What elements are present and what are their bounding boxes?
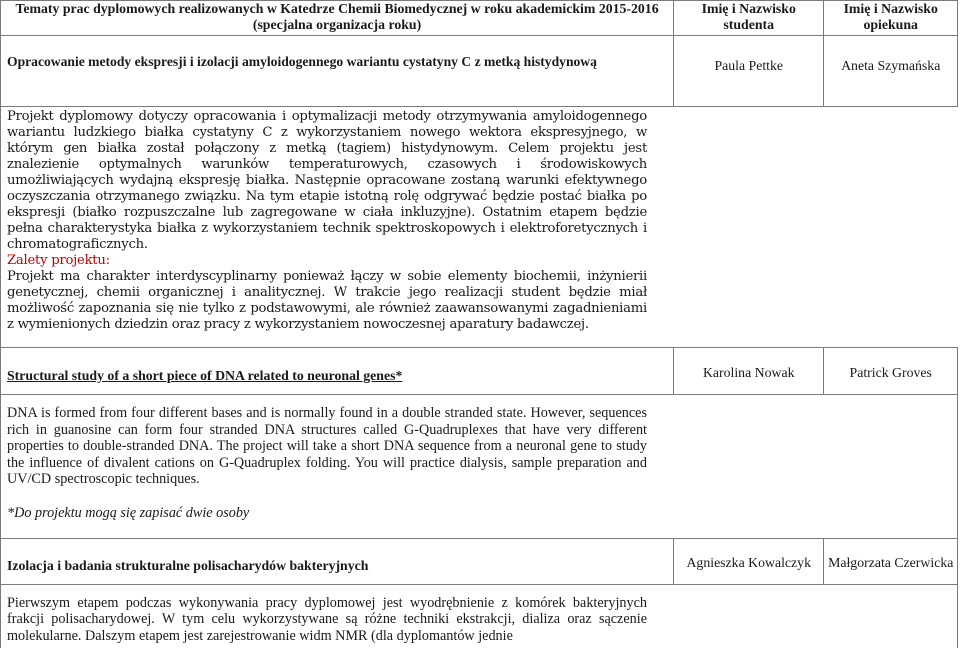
project-1-advantages-label: Zalety projektu:: [7, 253, 110, 268]
project-3-title-cell: [1, 538, 674, 584]
project-1-advantages: Projekt ma charakter interdyscyplinarny ponieważ łączy w sobie elementy biochemii, inżynierii genetycznej, chemii organicznej i analitycznej. W trakcie jego realizacji student będzie miał możliwość zapoznania się nie tylko z podstawowymi, ale również zaawansowanymi zagadnieniami z wymienionych dziedzin oraz pracy z wykorzystaniem nowoczesnej aparatury badawczej.: [7, 269, 647, 332]
project-3-desc-row: [1, 584, 958, 648]
project-1-description: Projekt dyplomowy dotyczy opracowania i optymalizacji metody otrzymywania amyloidogennego wariantu ludzkiego białka cystatyny C z wykorzystaniem nowego wektora ekspresyjnego, w którym gen białka został połączony z metką (tagiem) histydynowym. Celem projektu jest znalezienie optymalnych warunków temperaturowych, czasowych i środowiskowych umożliwiających wydajną ekspresję białka. Następnie opracowane zostaną warunki efektywnego oczyszczania otrzymanego związku. Na tym etapie istotną rolę odgrywać będzie postać białka po ekspresji (białko rozpuszczalne lub zagregowane w ciała inkluzyjne). Ostatnim etapem będzie pełna charakterystyka białka z wykorzystaniem technik spektroskopowych i elektroforetycznych i chromatograficznych.: [7, 109, 647, 252]
project-1-desc-cell: [1, 107, 958, 348]
project-3-description: Pierwszym etapem podczas wykonywania pracy dyplomowej jest wyodrębnienie z komórek bakteryjnych frakcji polisacharydowej. W tym celu wykorzystywane są różne techniki ekstrakcji, dializa oraz sączenie molekularne. Dalszym etapem jest zarejestrowanie widm NMR (dla dyplomantów jednie: [7, 594, 647, 644]
project-1-student: Paula Pettke: [674, 36, 824, 107]
project-2-title: Structural study of a short piece of DNA related to neuronal genes*: [7, 368, 403, 383]
project-3-desc-cell: [1, 584, 958, 648]
project-2-description: DNA is formed from four different bases and is normally found in a double stranded state. However, sequences rich in guanosine can form four stranded DNA structures called G-Quadruplexes that have very different properties to double-stranded DNA. The project will take a short DNA sequence from a neuronal gene to study the influence of divalent cations on G-Quadruplex folding. You will practice dialysis, sample preparation and UV/CD spectroscopic techniques.: [7, 405, 647, 487]
project-3-title: Izolacja i badania strukturalne polisacharydów bakteryjnych: [7, 557, 369, 573]
student-column-header: Imię i Nazwisko studenta: [674, 1, 824, 36]
project-2-title-row: [1, 348, 958, 395]
supervisor-column-header: Imię i Nazwisko opiekuna: [824, 1, 958, 36]
project-3-student: Agnieszka Kowalczyk: [674, 538, 824, 584]
project-2-supervisor: Patrick Groves: [824, 348, 958, 395]
project-2-title-cell: [1, 348, 674, 395]
project-3-supervisor: Małgorzata Czerwicka: [824, 538, 958, 584]
document-title: Tematy prac dyplomowych realizowanych w Katedrze Chemii Biomedycznej w roku akademickim 2015-2016 (specjalna organizacja roku): [1, 1, 674, 36]
header-row: [1, 1, 958, 36]
project-3-title-row: [1, 538, 958, 584]
project-1-title-row: [1, 36, 958, 107]
project-2-desc-cell: [1, 395, 958, 539]
project-2-desc-row: [1, 395, 958, 539]
project-1-title-cell: [1, 36, 674, 107]
project-2-note: *Do projektu mogą się zapisać dwie osoby: [7, 504, 250, 521]
project-1-desc-row: [1, 107, 958, 348]
project-1-supervisor: Aneta Szymańska: [824, 36, 958, 107]
project-1-title: Opracowanie metody ekspresji i izolacji amyloidogennego wariantu cystatyny C z metką histydynową: [7, 54, 597, 69]
project-2-student: Karolina Nowak: [674, 348, 824, 395]
